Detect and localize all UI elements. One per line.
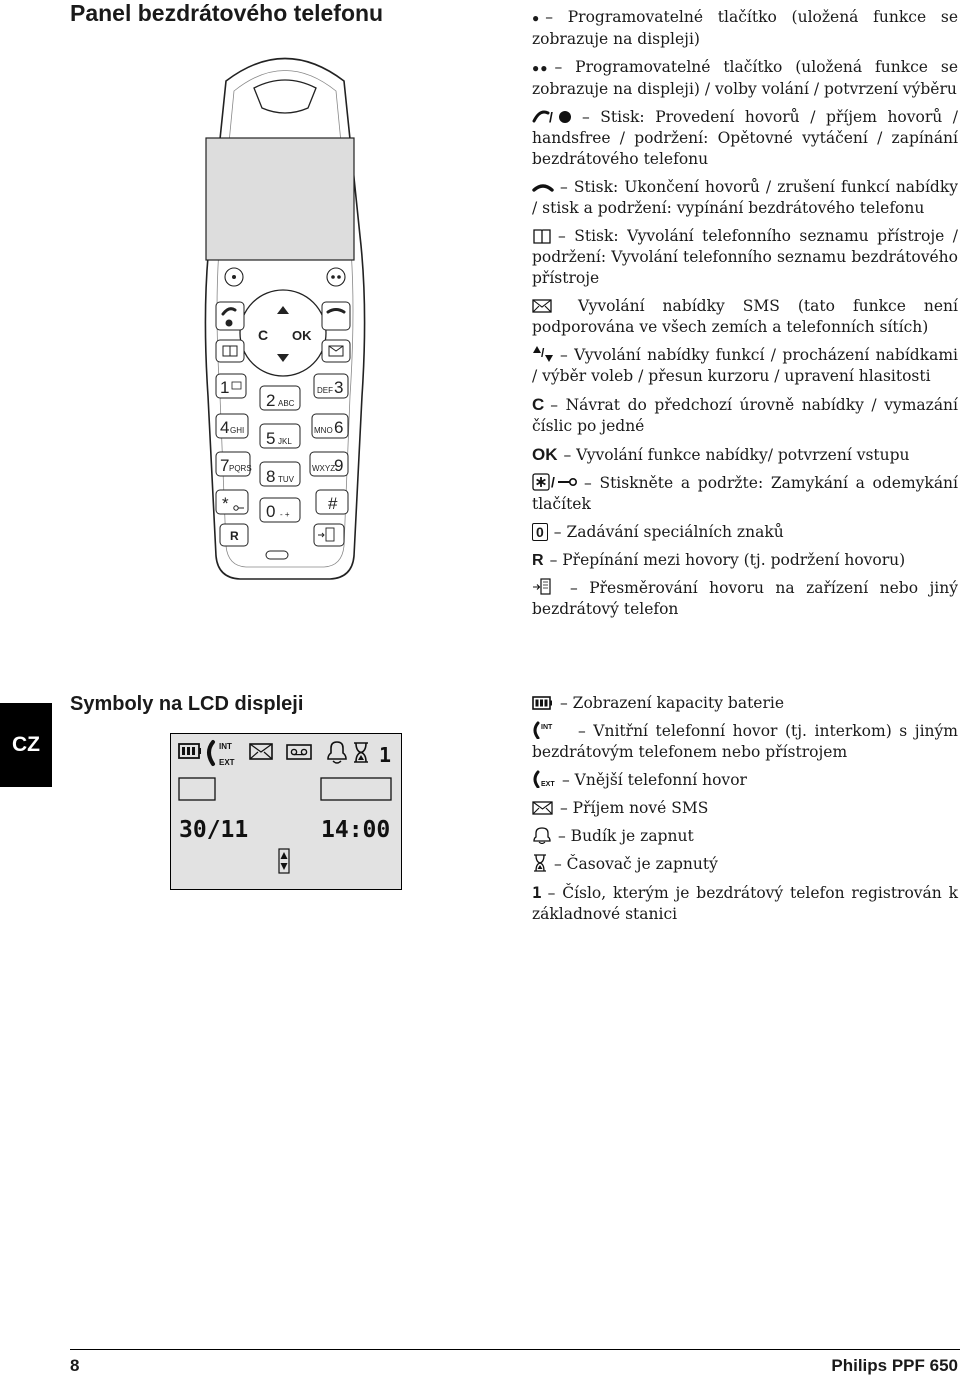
svg-text:MNO: MNO xyxy=(314,426,333,435)
desc-c: C – Návrat do předchozí úrovně nabídky / vymazání číslic po jedné xyxy=(532,395,958,435)
nav-up-down-icon xyxy=(532,345,554,366)
lcd-desc-timer: – Časovač je zapnutý xyxy=(532,854,958,875)
call-handsfree-icon xyxy=(532,107,576,128)
nav-ok-label: OK xyxy=(292,328,312,343)
page-number: 8 xyxy=(70,1356,80,1375)
footer-rule xyxy=(70,1349,960,1350)
softkey-double-icon: ●● xyxy=(532,61,549,75)
lcd-desc-alarm: – Budík je zapnut xyxy=(532,826,958,847)
desc-ok: OK – Vyvolání funkce nabídky/ potvrzení vstupu xyxy=(532,445,910,464)
svg-text:EXT: EXT xyxy=(541,781,555,788)
lcd-text-field-right xyxy=(321,778,391,800)
handset-number: 1 xyxy=(379,743,392,767)
svg-text:/: / xyxy=(551,474,555,490)
desc-phonebook: – Stisk: Vyvolání telefonního seznamu přístroje / podržení: Vyvolání telefonního seznamu bezdrátového přístroje xyxy=(532,227,958,287)
lcd-desc-int: INT – Vnitřní telefonní hovor (tj. interkom) s jiným bezdrátovým telefonem nebo přístrojem xyxy=(532,722,958,761)
transfer-icon xyxy=(532,578,552,599)
alarm-bell-icon xyxy=(532,826,552,847)
page-title: Panel bezdrátového telefonu xyxy=(70,0,384,26)
svg-text:1: 1 xyxy=(220,378,230,397)
nav-c-label: C xyxy=(258,327,269,343)
handset-number-icon: 1 xyxy=(532,883,542,902)
svg-text:6: 6 xyxy=(334,418,344,437)
svg-text:4: 4 xyxy=(220,418,230,437)
battery-icon xyxy=(532,693,554,714)
desc-call: / – Stisk: Provedení hovorů / příjem hovorů / handsfree / podržení: Opětovné vytáčení / zapínání bezdrátového telefonu xyxy=(532,108,958,168)
softkey-single-icon: ● xyxy=(532,11,540,25)
c-key-icon: C xyxy=(532,395,545,414)
lcd-section-title: Symboly na LCD displeji xyxy=(70,693,304,715)
phonebook-icon xyxy=(532,226,552,247)
handset-display xyxy=(206,138,354,260)
desc-sms: Vyvolání nabídky SMS (tato funkce není podporována ve všech zemích a telefonních sítích) xyxy=(532,297,958,336)
svg-text:0: 0 xyxy=(266,502,276,521)
svg-text:JKL: JKL xyxy=(278,437,292,446)
svg-text:/: / xyxy=(541,346,545,360)
svg-text:INT: INT xyxy=(219,742,232,751)
svg-text:GHI: GHI xyxy=(230,426,245,435)
svg-text:PQRS: PQRS xyxy=(229,464,252,473)
desc-r: R – Přepínání mezi hovory (tj. podržení hovoru) xyxy=(532,551,906,569)
svg-text:9: 9 xyxy=(334,456,344,475)
end-call-button[interactable] xyxy=(322,302,350,330)
call-int-icon xyxy=(532,721,556,742)
timer-hourglass-icon xyxy=(532,854,548,875)
star-lock-icon xyxy=(532,473,578,494)
language-tab: CZ xyxy=(0,703,52,787)
desc-zero: 0 – Zadávání speciálních znaků xyxy=(532,522,958,543)
lcd-desc-number: 1 – Číslo, kterým je bezdrátový telefon registrován k základnové stanici xyxy=(532,883,958,923)
desc-softkey-2: ●● – Programovatelné tlačítko (uložená funkce se zobrazuje na displeji) / volby volání / potvrzení výběru xyxy=(532,58,958,98)
softkey-right-button[interactable] xyxy=(327,268,345,286)
svg-text:INT: INT xyxy=(541,724,553,731)
svg-text:EXT: EXT xyxy=(219,758,235,767)
voicemail-icon xyxy=(287,745,311,759)
desc-softkey-1: ● – Programovatelné tlačítko (uložená funkce se zobrazuje na displeji) xyxy=(532,8,958,48)
svg-text:DEF: DEF xyxy=(317,386,333,395)
sms-envelope-icon xyxy=(532,296,552,317)
product-name: Philips PPF 650 xyxy=(831,1356,958,1375)
svg-text:WXYZ: WXYZ xyxy=(312,464,336,473)
call-int-ext-icon xyxy=(209,742,235,767)
lcd-desc-ext: EXT – Vnější telefonní hovor xyxy=(532,770,958,791)
svg-text:*: * xyxy=(222,494,229,513)
battery-icon xyxy=(179,744,201,758)
nav-cluster[interactable] xyxy=(240,290,326,376)
timer-hourglass-icon xyxy=(354,743,368,762)
lcd-time: 14:00 xyxy=(321,817,391,843)
svg-text:TUV: TUV xyxy=(278,475,294,484)
end-call-icon xyxy=(532,177,554,198)
svg-text:#: # xyxy=(328,494,338,513)
svg-text:2: 2 xyxy=(266,391,276,410)
r-key-icon: R xyxy=(532,552,544,569)
call-ext-icon xyxy=(532,770,556,791)
sms-envelope-icon xyxy=(532,798,554,819)
lcd-desc-sms: – Příjem nové SMS xyxy=(532,798,958,819)
lcd-descriptions xyxy=(532,693,958,932)
lcd-desc-battery: – Zobrazení kapacity baterie xyxy=(532,693,958,714)
desc-lock: / – Stiskněte a podržte: Zamykání a odemykání tlačítek xyxy=(532,474,958,513)
microphone-icon xyxy=(266,551,288,559)
sms-envelope-icon xyxy=(250,744,272,759)
svg-text:5: 5 xyxy=(266,429,276,448)
desc-end-call: – Stisk: Ukončení hovorů / zrušení funkcí nabídky / stisk a podržení: vypínání bezdrátového telefonu xyxy=(532,178,958,217)
key-star[interactable] xyxy=(216,490,248,514)
svg-text:8: 8 xyxy=(266,467,276,486)
svg-text:- +: - + xyxy=(280,510,290,519)
svg-text:ABC: ABC xyxy=(278,399,295,408)
desc-transfer: – Přesměrování hovoru na zařízení nebo jiný bezdrátový telefon xyxy=(532,579,958,618)
key-descriptions xyxy=(532,7,958,627)
scroll-arrows-icon xyxy=(279,849,289,873)
svg-text:7: 7 xyxy=(220,456,230,475)
svg-text:3: 3 xyxy=(334,378,344,397)
lcd-text-field-left xyxy=(179,778,215,800)
svg-text:R: R xyxy=(230,529,239,543)
svg-text:/: / xyxy=(549,109,553,125)
alarm-bell-icon xyxy=(328,742,346,763)
earpiece-icon xyxy=(254,80,316,113)
handset-illustration xyxy=(196,36,374,584)
lcd-date: 30/11 xyxy=(179,817,249,843)
ok-key-icon: OK xyxy=(532,445,558,464)
desc-navigation: / – Vyvolání nabídky funkcí / procházení nabídkami / výběr voleb / přesun kurzoru / upravení hlasitosti xyxy=(532,346,958,385)
lcd-display xyxy=(170,733,402,890)
zero-key-icon: 0 xyxy=(532,523,548,541)
